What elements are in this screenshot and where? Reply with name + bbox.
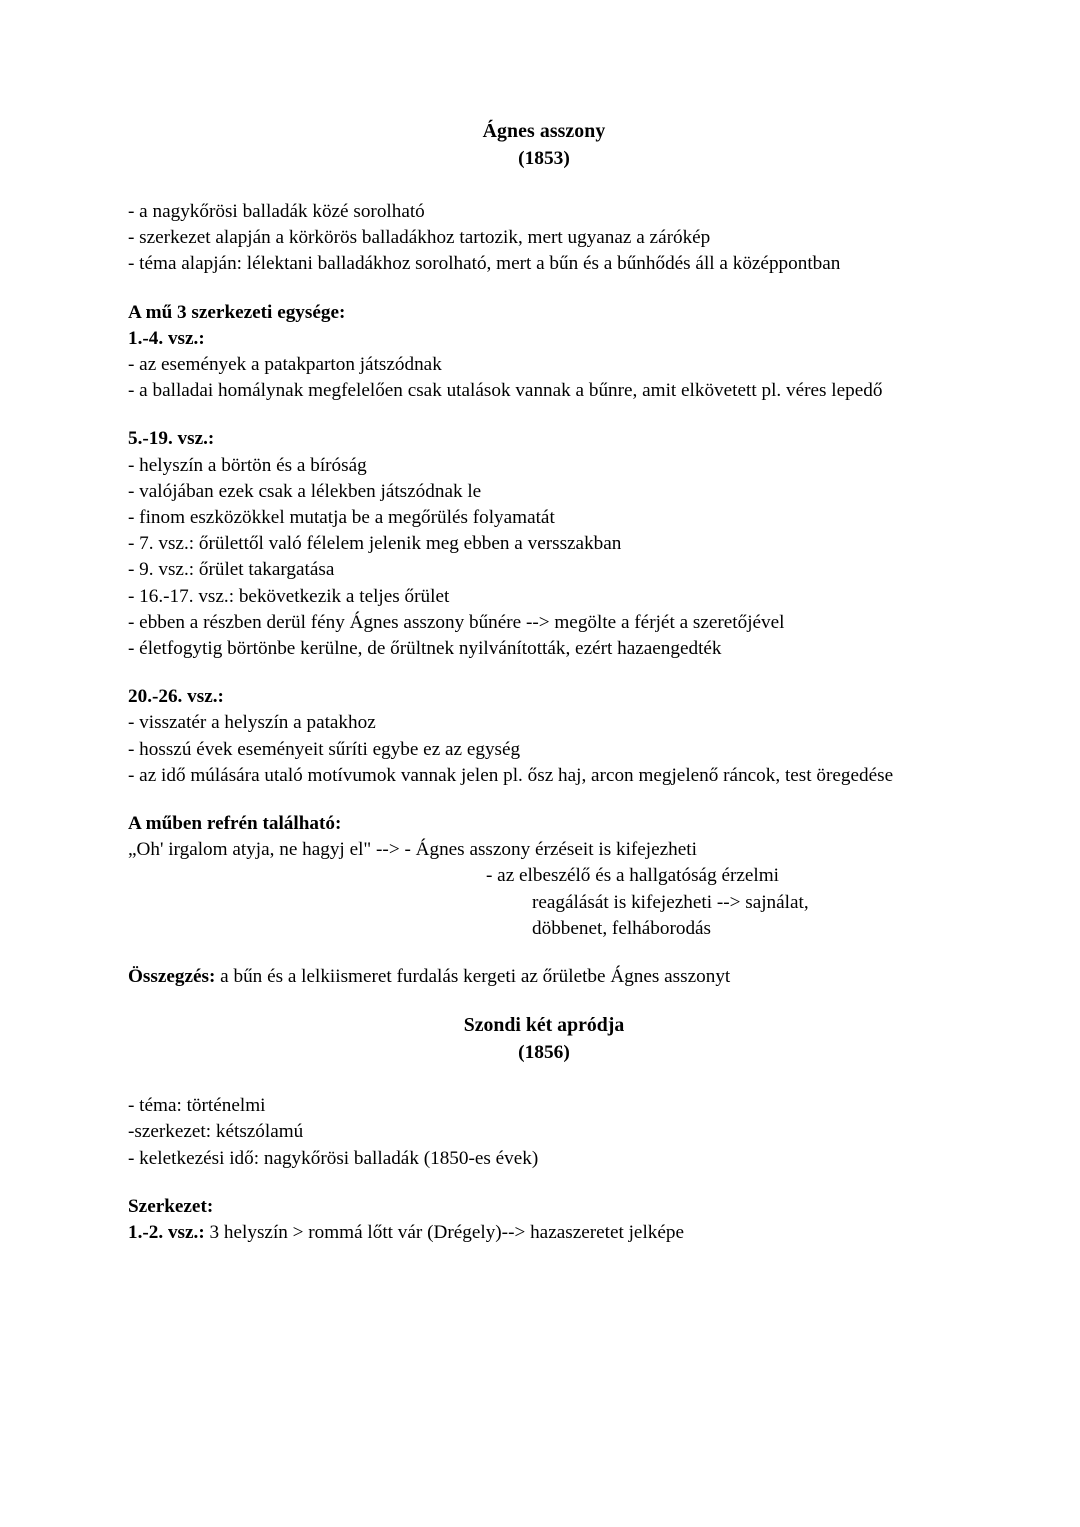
work2-unit1-text: 3 helyszín > rommá lőtt vár (Drégely)--> hazaszeretet jelképe	[204, 1222, 685, 1244]
work1-unit2-line-8: - életfogytig börtönbe kerülne, de őrültnek nyilvánították, ezért hazaengedték	[128, 638, 722, 660]
work1-unit2-line-3: - finom eszközökkel mutatja be a megőrülés folyamatát	[128, 507, 555, 529]
work1-intro-line-3: - téma alapján: lélektani balladákhoz sorolható, mert a bűn és a bűnhődés áll a középpontban	[128, 253, 841, 275]
work1-unit1-line-2: - a balladai homálynak megfelelően csak utalások vannak a bűnre, amit elkövetett pl. véres lepedő	[128, 380, 883, 402]
work1-unit3-line-1: - visszatér a helyszín a patakhoz	[128, 712, 376, 734]
spacer	[128, 1066, 960, 1093]
work2-year: (1856)	[518, 1042, 570, 1064]
work1-unit2-line-1: - helyszín a börtön és a bíróság	[128, 454, 367, 476]
work1-unit1-heading: 1.-4. vsz.:	[128, 327, 205, 349]
spacer	[128, 172, 960, 199]
work1-unit3-heading: 20.-26. vsz.:	[128, 686, 224, 708]
work2-unit1	[128, 1220, 960, 1246]
work1-intro-line-1: - a nagykőrösi balladák közé sorolható	[128, 201, 425, 222]
document-body	[128, 118, 960, 1246]
work1-unit1-line-1: - az események a patakparton játszódnak	[128, 354, 442, 376]
spacer	[128, 789, 960, 811]
work1-unit2-heading: 5.-19. vsz.:	[128, 428, 215, 450]
spacer	[128, 990, 960, 1012]
work1-refrain-line-1: „Oh' irgalom atyja, ne hagyj el" --> - Ágnes asszony érzéseit is kifejezheti	[128, 839, 697, 861]
work2-title: Szondi két apródja	[463, 1014, 625, 1037]
spacer	[128, 662, 960, 684]
work1-unit2-line-2: - valójában ezek csak a lélekben játszódnak le	[128, 480, 482, 502]
work1-title: Ágnes asszony	[482, 120, 606, 142]
work1-unit2-line-4: - 7. vsz.: őrülettől való félelem jelenik meg ebben a versszakban	[128, 533, 622, 555]
work1-structure-heading: A mű 3 szerkezeti egysége:	[128, 301, 346, 323]
work1-intro-line-2: - szerkezet alapján a körkörös balladákhoz tartozik, mert ugyanaz a zárókép	[128, 227, 711, 249]
spacer	[128, 1172, 960, 1194]
work1-unit2-line-6: - 16.-17. vsz.: bekövetkezik a teljes őrület	[128, 585, 450, 607]
work1-year: (1853)	[518, 148, 570, 169]
work1-unit2-line-7: - ebben a részben derül fény Ágnes asszony bűnére --> megölte a férjét a szeretőjével	[128, 611, 785, 633]
work2-intro-line-2: -szerkezet: kétszólamú	[128, 1121, 304, 1143]
spacer	[128, 278, 960, 300]
work1-refrain-line-3: reagálását is kifejezheti --> sajnálat,	[532, 891, 809, 913]
work1-unit3-line-3: - az idő múlására utaló motívumok vannak jelen pl. ősz haj, arcon megjelenő ráncok, test öregedése	[128, 764, 894, 786]
work2-intro-line-3: - keletkezési idő: nagykőrösi balladák (1850-es évek)	[128, 1147, 539, 1169]
work2-intro-line-1: - téma: történelmi	[128, 1095, 266, 1117]
spacer	[128, 404, 960, 426]
spacer	[128, 942, 960, 964]
work1-refrain-heading: A műben refrén található:	[128, 813, 342, 835]
work1-summary-label: Összegzés:	[128, 966, 216, 988]
work1-refrain-line-4: döbbenet, felháborodás	[532, 917, 712, 939]
work1-refrain-line-2: - az elbeszélő és a hallgatóság érzelmi	[486, 865, 779, 887]
work1-summary	[128, 964, 960, 990]
work1-summary-text: a bűn és a lelkiismeret furdalás kergeti az őrületbe Ágnes asszonyt	[215, 966, 731, 988]
work2-unit1-label: 1.-2. vsz.:	[128, 1222, 205, 1244]
work2-structure-heading: Szerkezet:	[128, 1195, 214, 1217]
work1-unit2-line-5: - 9. vsz.: őrület takargatása	[128, 559, 335, 581]
work1-unit3-line-2: - hosszú évek eseményeit sűríti egybe ez az egység	[128, 738, 521, 760]
